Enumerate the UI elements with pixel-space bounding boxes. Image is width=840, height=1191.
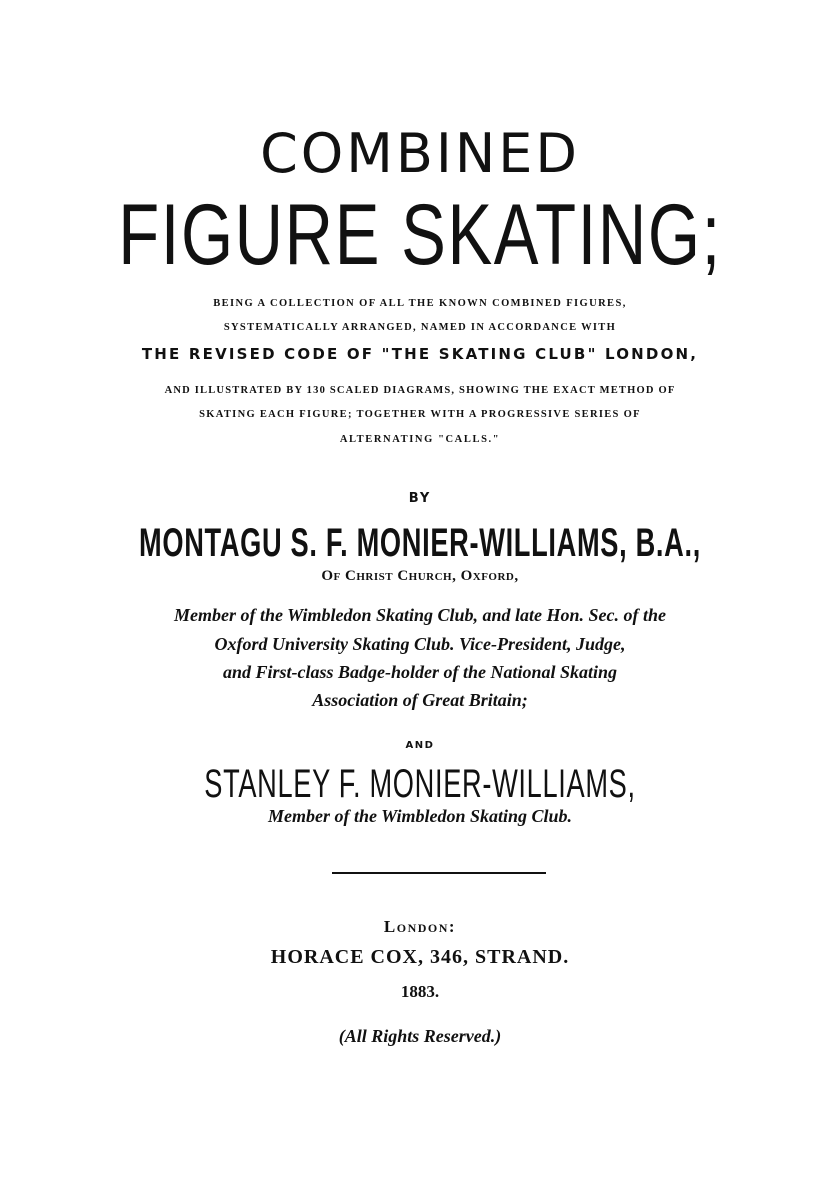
author-1-affiliation: Of Christ Church, Oxford, [321,568,519,584]
title-line-1: COMBINED [260,122,580,185]
imprint-publisher: HORACE COX, 346, STRAND. [270,946,570,968]
and-label: AND [405,740,435,751]
author-1-membership-4: Association of Great Britain; [312,690,528,710]
author-2-membership: Member of the Wimbledon Skating Club. [267,806,573,826]
rights-notice: (All Rights Reserved.) [338,1026,502,1046]
author-1-membership-3: and First-class Badge-holder of the National Skating [222,662,618,682]
description-line-3: THE REVISED CODE OF "THE SKATING CLUB" LONDON, [141,345,699,363]
description-line-2: SYSTEMATICALLY ARRANGED, NAMED IN ACCORDANCE WITH [223,322,617,333]
imprint-place: London: [383,917,457,936]
divider-rule [332,872,546,874]
imprint-year: 1883. [400,982,440,1001]
author-1-membership-1: Member of the Wimbledon Skating Club, and late Hon. Sec. of the [173,605,667,625]
author-1-name: MONTAGU S. F. MONIER-WILLIAMS, B.A., [139,521,701,565]
author-1-membership-2: Oxford University Skating Club. Vice-President, Judge, [214,634,626,654]
description-line-4: AND ILLUSTRATED BY 130 SCALED DIAGRAMS, SHOWING THE EXACT METHOD OF [164,385,676,396]
description-line-1: BEING A COLLECTION OF ALL THE KNOWN COMBINED FIGURES, [213,298,627,309]
description-line-6: ALTERNATING "CALLS." [339,434,501,445]
title-line-2: FIGURE SKATING; [118,187,722,283]
description-line-5: SKATING EACH FIGURE; TOGETHER WITH A PROGRESSIVE SERIES OF [199,409,641,420]
by-label: BY [408,491,432,506]
author-2-name: STANLEY F. MONIER-WILLIAMS, [204,762,636,806]
